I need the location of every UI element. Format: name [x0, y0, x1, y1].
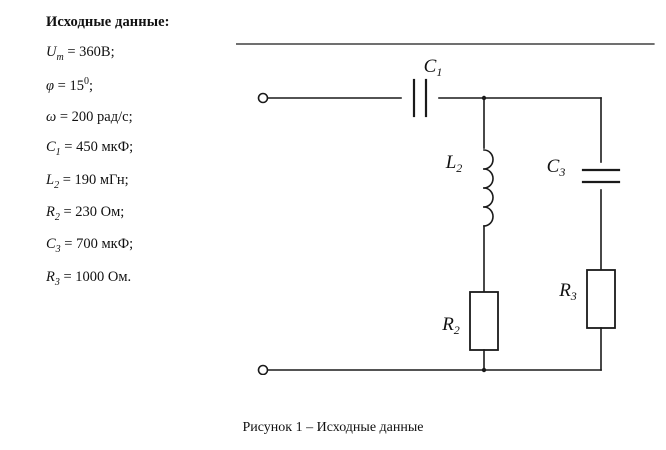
given-data-heading: Исходные данные:	[46, 14, 170, 30]
symbol-c1-subscript: 1	[55, 147, 61, 159]
symbol-c3: C	[46, 236, 56, 253]
given-line-l2	[46, 172, 236, 191]
symbol-l2-subscript: 2	[54, 179, 60, 191]
junction-bottom-node	[482, 368, 486, 372]
given-line-r3	[46, 269, 236, 288]
given-line-omega	[46, 109, 236, 126]
value-r2: = 230 Ом;	[59, 204, 125, 220]
junction-top-node	[482, 96, 486, 100]
value-omega: = 200 рад/с;	[56, 108, 133, 125]
given-line-c1	[46, 139, 236, 158]
given-line-phi	[46, 76, 236, 95]
label-l2: $L_2$	[445, 152, 463, 175]
label-r3: $R_3$	[559, 280, 577, 303]
inductor-l2-coil-2	[484, 169, 493, 188]
symbol-u-subscript: m	[56, 51, 64, 63]
symbol-omega: ω	[46, 108, 57, 125]
label-c1: $C_1$	[423, 56, 443, 79]
value-r3: = 1000 Ом.	[59, 268, 132, 285]
value-phi: = 15	[54, 78, 84, 95]
value-c1: = 450 мкФ;	[60, 139, 134, 156]
symbol-r3-subscript: 3	[54, 276, 60, 288]
symbol-r2: R	[46, 204, 55, 220]
value-l2: = 190 мГн;	[59, 171, 129, 188]
inductor-l2-coil-3	[484, 188, 493, 207]
symbol-l2: L	[46, 171, 55, 188]
inductor-l2-coil-1	[484, 150, 493, 169]
label-c3: $C_3$	[546, 156, 566, 179]
value-c3: = 700 мкФ;	[60, 236, 134, 253]
symbol-c3-subscript: 3	[55, 244, 61, 256]
resistor-r2-body	[470, 292, 498, 350]
symbol-c1: C	[46, 139, 56, 156]
resistor-r3-body	[587, 270, 615, 328]
value-phi-tail: ;	[88, 78, 93, 95]
symbol-r3: R	[46, 268, 55, 285]
symbol-phi: φ	[46, 78, 55, 95]
circuit-diagram	[236, 30, 656, 375]
given-data-block	[46, 14, 236, 301]
label-r2: $R_2$	[442, 314, 460, 337]
bottom-left-terminal	[259, 366, 268, 375]
inductor-l2-coil-4	[484, 207, 493, 226]
value-phi-degree: 0	[83, 76, 89, 88]
given-line-um	[46, 44, 236, 63]
top-left-terminal	[259, 94, 268, 103]
figure-caption: Рисунок 1 – Исходные данные	[242, 420, 424, 435]
symbol-u: U	[46, 44, 57, 60]
value-um: = 360В;	[63, 44, 115, 60]
symbol-r2-subscript: 2	[54, 211, 60, 223]
given-line-r2	[46, 204, 236, 223]
given-line-c3	[46, 236, 236, 255]
